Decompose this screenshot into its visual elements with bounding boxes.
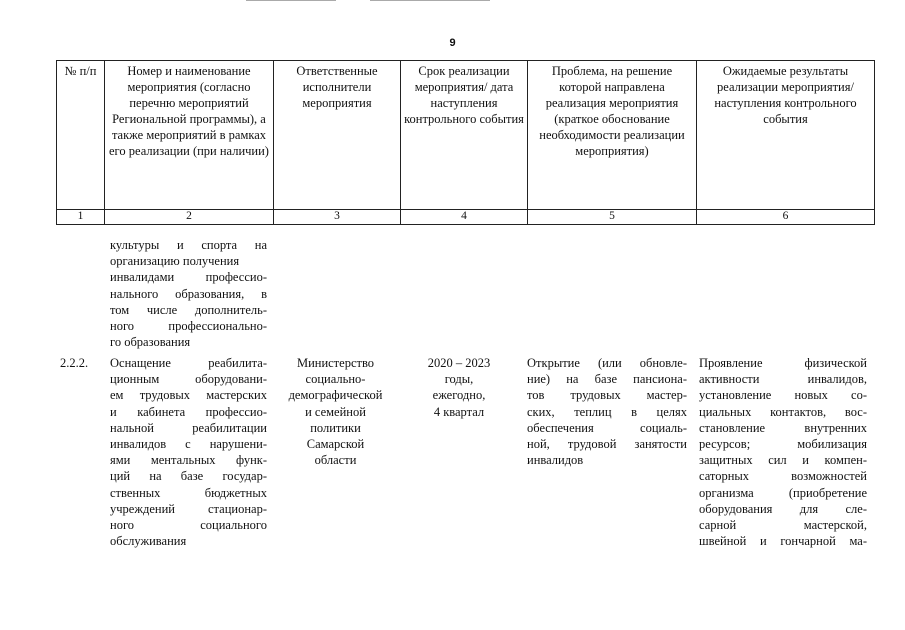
text-line: циальных контактов, вос- — [699, 404, 867, 419]
text-line: культуры и спорта на — [110, 238, 267, 252]
scan-line-top-right — [370, 0, 490, 1]
text-line: организма (приобретение — [699, 485, 867, 500]
text-line: социально- — [305, 372, 366, 387]
measure-name — [110, 355, 267, 549]
header-row — [57, 61, 875, 210]
header-cell-number: № п/п — [57, 61, 105, 210]
text-line: области — [314, 453, 357, 468]
text-line: ций на базе государ- — [110, 469, 267, 484]
text-line: демографической — [288, 388, 383, 403]
text-line: ем трудовых мастерских — [110, 388, 267, 403]
page-number: 9 — [449, 37, 456, 49]
text-line: 2020 – 2023 — [427, 356, 491, 370]
column-numbers-row — [57, 210, 875, 225]
text-line: инвалидов — [527, 453, 584, 468]
text-line: Проявление физической — [699, 356, 867, 370]
text-line: ресурсов; мобилизация — [699, 437, 867, 452]
header-table — [56, 60, 875, 225]
text-line: 4 квартал — [433, 404, 485, 419]
text-line: оборудования для сле- — [699, 501, 867, 516]
text-line: ного социального — [110, 518, 267, 533]
text-line: защитных сил и компен- — [699, 453, 867, 468]
text-line: ние) на базе пансиона- — [527, 372, 687, 387]
text-line: Открытие (или обновле- — [527, 356, 687, 370]
text-line: ственных бюджетных — [110, 485, 267, 500]
text-line: ционным оборудовани- — [110, 372, 267, 387]
problem-description — [527, 355, 687, 468]
implementation-term — [400, 355, 518, 420]
executors — [276, 355, 395, 468]
column-number: 4 — [401, 210, 528, 225]
text-line: Министерство — [296, 356, 375, 370]
column-number: 1 — [57, 210, 105, 225]
text-line: обеспечения социаль- — [527, 420, 687, 435]
header-cell-results: Ожидаемые результаты реализации мероприятия/ наступления контрольного события — [697, 61, 875, 210]
text-line: учреждений стационар- — [110, 501, 267, 516]
text-line: и семейной — [305, 404, 366, 419]
text-line: нальной реабилитации — [110, 420, 267, 435]
text-line: го образования — [110, 335, 191, 350]
expected-results — [699, 355, 867, 549]
text-line: ями ментальных функ- — [110, 453, 267, 468]
text-line: и кабинета профессио- — [110, 404, 267, 419]
text-line: ного профессионально- — [110, 319, 267, 334]
text-line: сарной мастерской, — [699, 518, 867, 533]
text-line: тов трудовых мастер- — [527, 388, 687, 403]
column-number: 5 — [528, 210, 697, 225]
column-number: 2 — [105, 210, 274, 225]
text-line: обслуживания — [110, 534, 187, 549]
text-line: ежегодно, — [432, 388, 486, 403]
header-cell-executors: Ответственные исполнители мероприятия — [274, 61, 401, 210]
text-line: годы, — [444, 372, 474, 387]
row-number: 2.2.2. — [60, 356, 89, 370]
header-cell-problem: Проблема, на решение которой направлена реализация мероприятия (краткое обоснование необходимости реализации мероприятия) — [528, 61, 697, 210]
text-line: нального образования, в — [110, 286, 267, 301]
scan-line-top-left — [246, 0, 336, 1]
text-line: швейной и гончарной ма- — [699, 534, 867, 549]
text-line: установление новых со- — [699, 388, 867, 403]
text-line: Самарской — [306, 437, 365, 452]
text-line: организацию получения — [110, 254, 240, 269]
text-line: Оснащение реабилита- — [110, 356, 267, 370]
text-line: инвалидами профессио- — [110, 270, 267, 285]
text-line: том числе дополнитель- — [110, 302, 267, 317]
text-line: активности инвалидов, — [699, 372, 867, 387]
text-line: ной, трудовой занятости — [527, 437, 687, 452]
column-number: 6 — [697, 210, 875, 225]
header-cell-term: Срок реализации мероприятия/ дата наступления контрольного события — [401, 61, 528, 210]
continuation-text — [110, 237, 267, 350]
text-line: ских, теплиц в целях — [527, 404, 687, 419]
text-line: саторных возможностей — [699, 469, 867, 484]
text-line: инвалидов с нарушени- — [110, 437, 267, 452]
header-cell-name: Номер и наименование мероприятия (согласно перечню мероприятий Региональной программы), а также мероприятий в рамках его реализации (при наличии) — [105, 61, 274, 210]
column-number: 3 — [274, 210, 401, 225]
text-line: политики — [310, 420, 361, 435]
text-line: становление внутренних — [699, 420, 867, 435]
